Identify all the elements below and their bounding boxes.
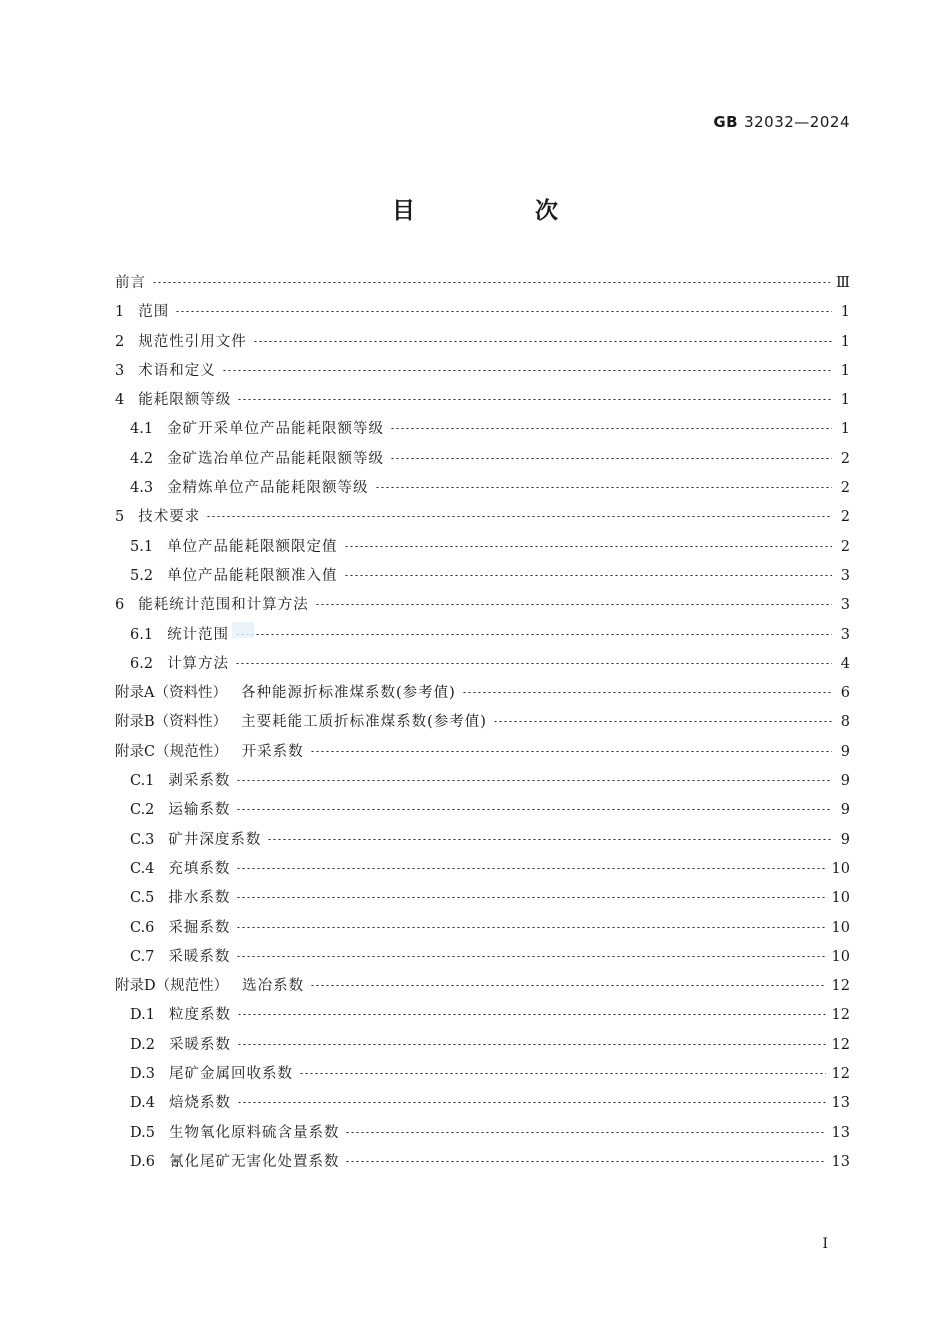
toc-entry-number: 6.1 [130, 626, 154, 643]
toc-entry-number: 4.3 [130, 480, 154, 497]
toc-entry-number: D.6 [130, 1153, 155, 1170]
toc-entry-label: 各种能源折标准煤系数(参考值) [240, 685, 456, 702]
toc-entry[interactable] [115, 914, 850, 943]
toc-entry[interactable] [115, 884, 850, 913]
toc-entry-number: C.4 [130, 860, 155, 877]
toc-entry-page: 12 [831, 1066, 850, 1083]
toc-entry-label: 能耗统计范围和计算方法 [138, 597, 309, 614]
toc-entry-page: Ⅲ [836, 275, 850, 291]
toc-entry-page: 3 [840, 567, 850, 584]
toc-entry[interactable] [115, 415, 850, 444]
toc-entry-page: 9 [840, 773, 850, 790]
standard-code [713, 113, 850, 131]
toc-entry-label: 单位产品能耗限额准入值 [167, 567, 338, 584]
dot-leader [236, 956, 825, 957]
toc-entry-page: 1 [840, 304, 850, 321]
toc-entry-number: D.4 [130, 1095, 155, 1112]
toc-entry-page: 1 [840, 333, 850, 350]
toc-entry-page: 13 [831, 1095, 850, 1112]
toc-entry-label: 焙烧系数 [168, 1095, 231, 1112]
toc-entry-page: 1 [840, 362, 850, 379]
dot-leader [310, 751, 832, 752]
standard-number: 32032—2024 [744, 113, 850, 131]
toc-entry[interactable] [115, 445, 850, 474]
toc-entry-label: 统计范围 [167, 626, 230, 643]
toc-entry-page: 2 [840, 480, 850, 497]
toc-entry-number: 5.1 [130, 538, 154, 555]
toc-entry-page: 12 [831, 1007, 850, 1024]
toc-entry-page: 10 [831, 890, 850, 907]
toc-entry-number: 6.2 [130, 655, 154, 672]
toc-entry-label: 选冶系数 [242, 978, 305, 995]
dot-leader [462, 692, 832, 693]
toc-entry-label: 采暖系数 [168, 1036, 231, 1053]
dot-leader [235, 663, 832, 664]
toc-entry-number: 4 [115, 392, 125, 409]
toc-entry-page: 9 [840, 743, 850, 760]
dot-leader [237, 1014, 826, 1015]
toc-entry[interactable] [115, 591, 850, 620]
dot-leader [315, 604, 832, 605]
toc-entry-label: 金矿开采单位产品能耗限额等级 [167, 421, 385, 438]
toc-entry-page: 9 [840, 802, 850, 819]
dot-leader [390, 428, 832, 429]
dot-leader [222, 370, 832, 371]
toc-entry[interactable] [115, 767, 850, 796]
scan-highlight [232, 622, 254, 638]
toc-entry-number: 附录A（资料性） [115, 685, 227, 702]
dot-leader [237, 1102, 826, 1103]
dot-leader [493, 721, 832, 722]
toc-entry-label: 技术要求 [138, 509, 201, 526]
dot-leader [235, 634, 832, 635]
toc-entry[interactable] [115, 650, 850, 679]
dot-leader [237, 399, 832, 400]
toc-entry-page: 2 [840, 450, 850, 467]
toc-entry-number: 3 [115, 362, 125, 379]
toc-entry-page: 12 [831, 978, 850, 995]
toc-entry-number: 附录C（规范性） [115, 743, 228, 760]
toc-entry-number: 5 [115, 509, 125, 526]
toc-entry-number: D.1 [130, 1007, 155, 1024]
toc-entry-label: 采暖系数 [168, 948, 231, 965]
toc-entry[interactable] [115, 562, 850, 591]
toc-entry-number: C.1 [130, 773, 155, 790]
toc-entry-label: 排水系数 [168, 890, 231, 907]
toc-entry[interactable] [115, 943, 850, 972]
toc-entry-label: 粒度系数 [168, 1007, 231, 1024]
toc-entry[interactable] [115, 796, 850, 825]
toc-entry-label: 开采系数 [241, 743, 304, 760]
toc-entry-label: 单位产品能耗限额限定值 [167, 538, 338, 555]
toc-entry-page: 8 [840, 714, 850, 731]
toc-entry-number: C.7 [130, 948, 155, 965]
toc-entry-page: 10 [831, 860, 850, 877]
dot-leader [344, 546, 832, 547]
toc-entry-label: 计算方法 [167, 655, 230, 672]
dot-leader [375, 487, 832, 488]
dot-leader [310, 985, 825, 986]
dot-leader [175, 311, 832, 312]
dot-leader [344, 575, 832, 576]
toc-entry-page: 12 [831, 1036, 850, 1053]
toc-entry-number: 2 [115, 333, 125, 350]
toc-entry-label: 矿井深度系数 [168, 831, 262, 848]
toc-entry-number: 4.1 [130, 421, 154, 438]
toc-entry-number: 附录B（资料性） [115, 714, 228, 731]
toc-entry-number: C.5 [130, 890, 155, 907]
toc-entry-label: 能耗限额等级 [138, 392, 232, 409]
dot-leader [390, 458, 832, 459]
toc-entry-page: 1 [840, 421, 850, 438]
dot-leader [345, 1161, 825, 1162]
toc-entry-number: 5.2 [130, 567, 154, 584]
dot-leader [237, 1044, 826, 1045]
toc-entry[interactable] [115, 503, 850, 532]
toc-entry-page: 10 [831, 948, 850, 965]
toc-entry[interactable] [115, 708, 850, 737]
dot-leader [236, 897, 825, 898]
toc-entry[interactable] [115, 855, 850, 884]
toc-entry[interactable] [115, 533, 850, 562]
page-number: Ⅰ [822, 1236, 828, 1252]
toc-entry[interactable] [115, 298, 850, 327]
toc-entry-page: 1 [840, 392, 850, 409]
toc-entry-label: 生物氧化原料硫含量系数 [168, 1124, 340, 1141]
toc-entry[interactable] [115, 1148, 850, 1177]
toc-entry-number: 6 [115, 597, 125, 614]
toc-entry-label: 尾矿金属回收系数 [168, 1066, 293, 1083]
toc-entry[interactable] [115, 1119, 850, 1148]
toc-entry[interactable] [115, 1001, 850, 1030]
toc-entry[interactable] [115, 621, 850, 650]
table-of-contents [115, 269, 850, 1177]
dot-leader [267, 839, 832, 840]
standard-prefix: GB [713, 113, 739, 131]
toc-entry[interactable] [115, 269, 850, 298]
dot-leader [236, 868, 825, 869]
toc-entry[interactable] [115, 972, 850, 1001]
toc-entry[interactable] [115, 357, 850, 386]
toc-entry[interactable] [115, 1060, 850, 1089]
dot-leader [236, 780, 832, 781]
dot-leader [253, 341, 832, 342]
toc-entry-page: 2 [840, 509, 850, 526]
toc-entry-label: 氰化尾矿无害化处置系数 [168, 1153, 340, 1170]
toc-entry-number: C.2 [130, 802, 155, 819]
toc-entry-label: 运输系数 [168, 802, 231, 819]
toc-entry-page: 6 [840, 685, 850, 702]
dot-leader [345, 1132, 825, 1133]
toc-entry-label: 剥采系数 [168, 773, 231, 790]
dot-leader [236, 927, 825, 928]
toc-entry-number: 附录D（规范性） [115, 978, 229, 995]
toc-entry-number: C.6 [130, 919, 155, 936]
page-title: 目 次 [391, 198, 614, 224]
toc-entry-number: D.3 [130, 1066, 155, 1083]
toc-entry-label: 规范性引用文件 [138, 333, 247, 350]
toc-entry-label: 主要耗能工质折标准煤系数(参考值) [241, 714, 487, 731]
toc-entry-number: C.3 [130, 831, 155, 848]
dot-leader [152, 282, 830, 283]
toc-entry[interactable] [115, 679, 850, 708]
toc-entry[interactable] [115, 386, 850, 415]
toc-entry-number: 1 [115, 304, 125, 321]
toc-entry[interactable] [115, 474, 850, 503]
toc-entry-page: 3 [840, 626, 850, 643]
dot-leader [299, 1073, 826, 1074]
toc-entry-label: 金矿选冶单位产品能耗限额等级 [167, 450, 385, 467]
toc-entry[interactable] [115, 1089, 850, 1118]
toc-entry-page: 9 [840, 831, 850, 848]
toc-entry-label: 范围 [138, 304, 170, 321]
toc-entry-number: D.2 [130, 1036, 155, 1053]
toc-entry[interactable] [115, 738, 850, 767]
toc-entry-number: 4.2 [130, 450, 154, 467]
toc-entry-page: 10 [831, 919, 850, 936]
toc-entry[interactable] [115, 328, 850, 357]
dot-leader [206, 516, 832, 517]
toc-entry[interactable] [115, 826, 850, 855]
toc-entry-label: 术语和定义 [138, 362, 216, 379]
toc-entry-page: 13 [831, 1124, 850, 1141]
toc-entry-page: 2 [840, 538, 850, 555]
toc-entry-number: D.5 [130, 1124, 155, 1141]
dot-leader [236, 809, 832, 810]
toc-entry-page: 3 [840, 597, 850, 614]
toc-entry-label: 金精炼单位产品能耗限额等级 [167, 480, 369, 497]
toc-entry[interactable] [115, 1031, 850, 1060]
toc-entry-label: 充填系数 [168, 860, 231, 877]
toc-entry-label: 前言 [115, 275, 146, 291]
toc-entry-page: 4 [840, 655, 850, 672]
toc-entry-page: 13 [831, 1153, 850, 1170]
toc-entry-label: 采掘系数 [168, 919, 231, 936]
